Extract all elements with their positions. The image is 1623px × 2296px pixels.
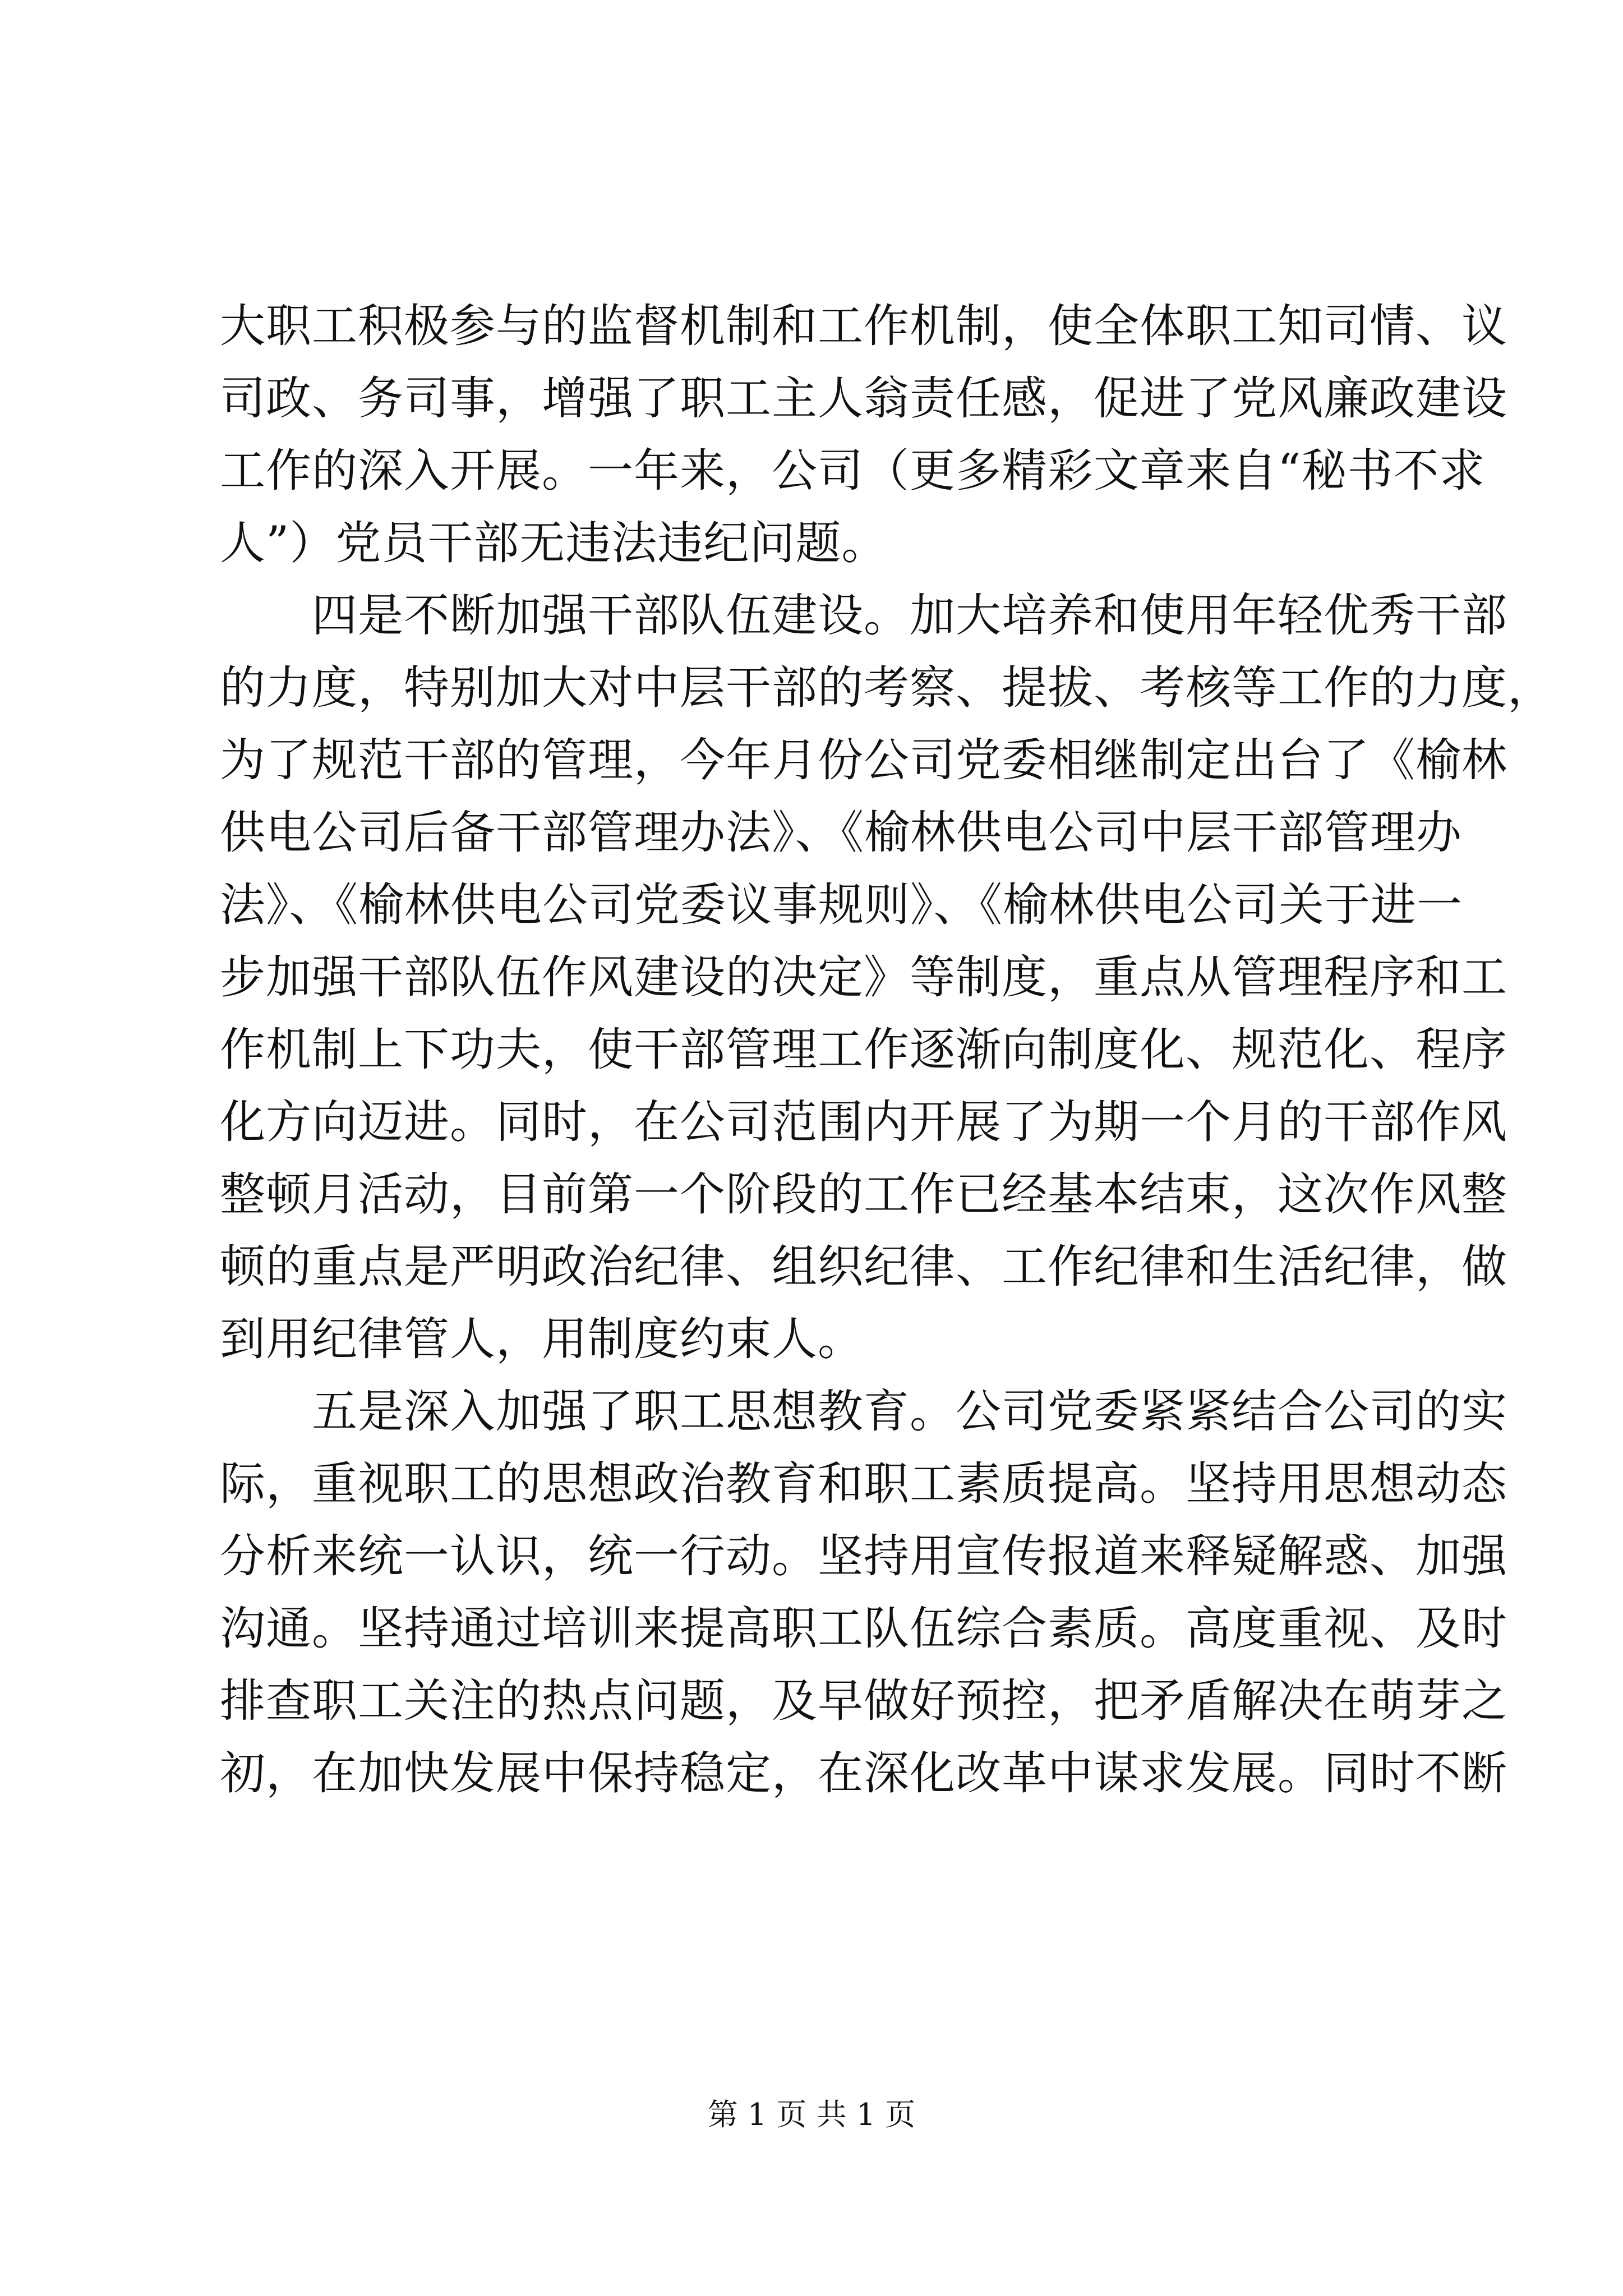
text-line: 司政、务司事，增强了职工主人翁责任感，促进了党风廉政建设 (220, 372, 1508, 425)
text-line: 大职工积极参与的监督机制和工作机制，使全体职工知司情、议 (220, 300, 1508, 353)
text-line: 化方向迈进。同时，在公司范围内开展了为期一个月的干部作风 (220, 1096, 1508, 1149)
text-line: 法》、《榆林供电公司党委议事规则》、《榆林供电公司关于进一 (220, 879, 1463, 932)
text-line: 初，在加快发展中保持稳定，在深化改革中谋求发展。同时不断 (220, 1747, 1508, 1800)
document-body (220, 291, 1554, 1810)
text-line: 际，重视职工的思想政治教育和职工素质提高。坚持用思想动态 (220, 1458, 1508, 1511)
text-line: 人”）党员干部无违法违纪问题。 (220, 517, 888, 570)
text-line: 沟通。坚持通过培训来提高职工队伍综合素质。高度重视、及时 (220, 1603, 1508, 1655)
text-line: 到用纪律管人，用制度约束人。 (220, 1313, 864, 1366)
text-line: 排查职工关注的热点问题，及早做好预控，把矛盾解决在萌芽之 (220, 1675, 1508, 1728)
text-line: 作机制上下功夫，使干部管理工作逐渐向制度化、规范化、程序 (220, 1024, 1508, 1076)
text-line: 顿的重点是严明政治纪律、组织纪律、工作纪律和生活纪律，做 (220, 1241, 1508, 1294)
text-line: 四是不断加强干部队伍建设。加大培养和使用年轻优秀干部 (220, 590, 1508, 642)
text-line: 的力度，特别加大对中层干部的考察、提拔、考核等工作的力度， (220, 662, 1554, 715)
text-line: 步加强干部队伍作风建设的决定》等制度，重点从管理程序和工 (220, 951, 1508, 1004)
text-line: 工作的深入开展。一年来，公司（更多精彩文章来自“秘书不求 (220, 445, 1486, 498)
text-line: 整顿月活动，目前第一个阶段的工作已经基本结束，这次作风整 (220, 1168, 1508, 1221)
text-line: 分析来统一认识，统一行动。坚持用宣传报道来释疑解惑、加强 (220, 1530, 1508, 1583)
text-line: 供电公司后备干部管理办法》、《榆林供电公司中层干部管理办 (220, 807, 1463, 859)
page-footer: 第 1 页 共 1 页 (707, 2097, 916, 2132)
text-line: 为了规范干部的管理，今年月份公司党委相继制定出台了《榆林 (220, 734, 1508, 787)
text-line: 五是深入加强了职工思想教育。公司党委紧紧结合公司的实 (220, 1386, 1508, 1438)
